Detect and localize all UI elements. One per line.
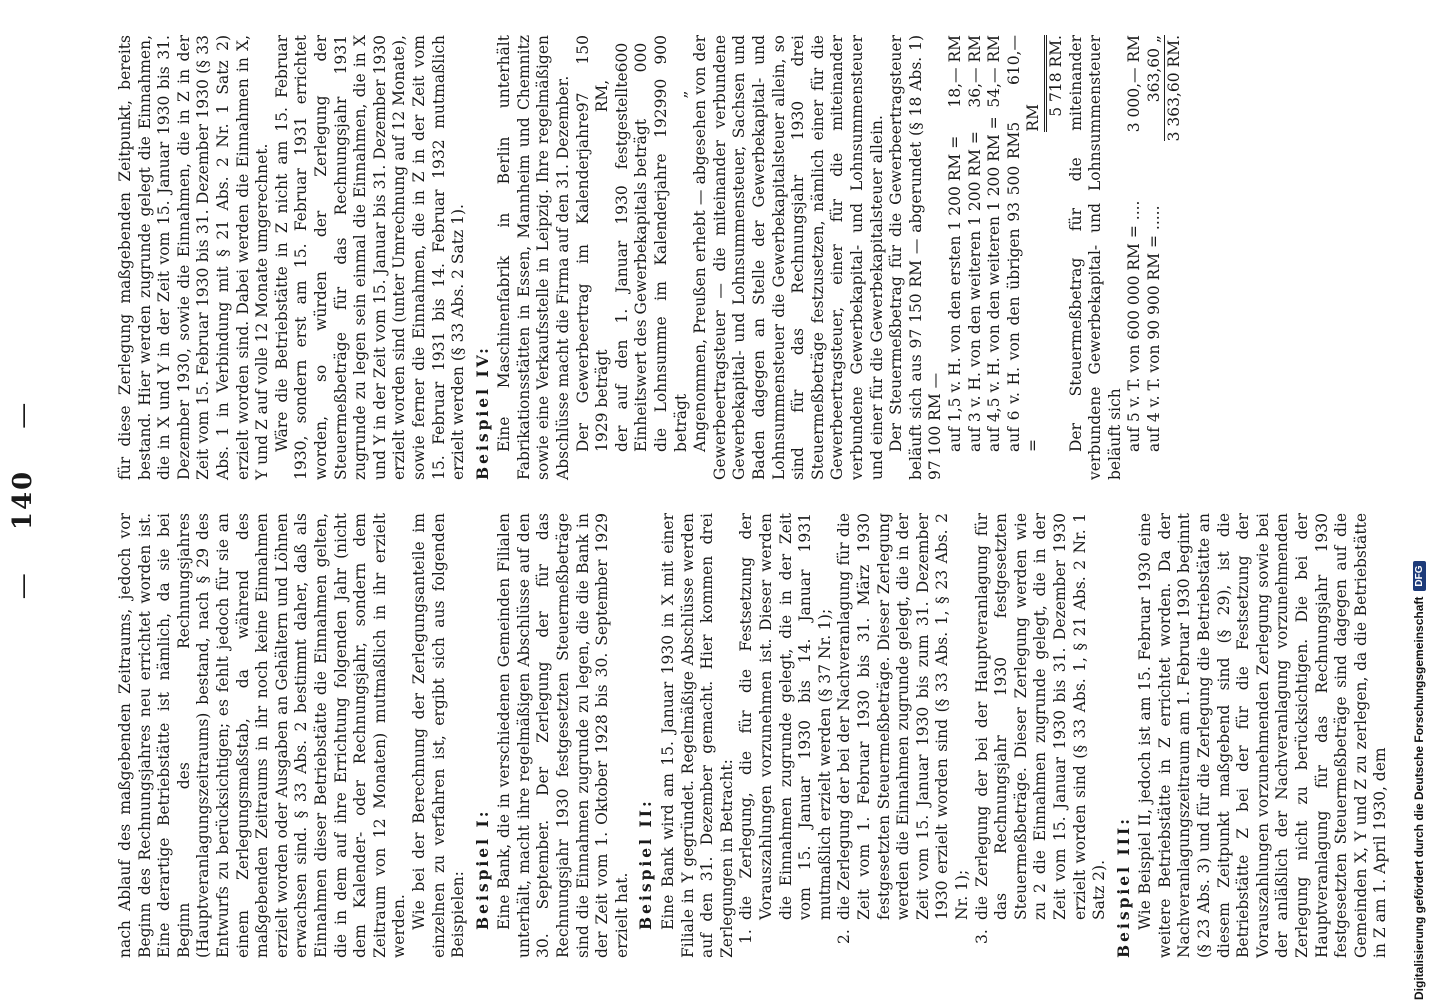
paragraph: Eine Bank, die in verschiedenen Gemeinden Filialen unterhält, macht ihre regelmäßigen Abschlüsse auf den 30. September. Der Zerlegung der für das Rechnungsjahr 1930 festgesetzten Steuermeßbeträge sind die Einnahmen zugrunde zu legen, die die Bank in der Zeit vom 1. Oktober 1928 bis 30. September 1929 erzielt hat. [495,513,631,958]
list-item [973,513,1110,958]
list-number: 2. [835,929,854,944]
paragraph: Eine Bank wird am 15. Januar 1930 in X mit einer Filiale in Y gegründet. Regelmäßige Abschlüsse werden auf den 31. Dezember gemacht. Hier kommen drei Zerlegungen in Betracht: [659,513,736,958]
value-label: der auf den 1. Januar 1930 festgestellte Einheitswert des Gewerbekapitals beträgt [612,72,651,452]
header-dash-right: — [8,400,38,429]
digitization-footer [1412,0,1426,1000]
paragraph: Wie bei der Berechnung der Zerlegungsanteile im einzelnen zu verfahren ist, ergibt sich aus folgenden Beispielen: [409,513,468,958]
example-heading: Beispiel I: [472,808,492,930]
calc-label: auf 6 v. H. von den übrigen 93 500 RM = [1004,131,1043,452]
left-column [116,513,1391,958]
value-label: die Lohnsumme im Kalenderjahre 1929 beträgt [652,98,690,452]
value-amount: 97 150 RM, [573,35,612,113]
example-heading: Beispiel IV: [472,345,492,480]
value-line [574,35,613,480]
calc-value: 18,— RM [945,35,964,108]
value-line [652,35,691,480]
value-amount: 600 000 [612,42,651,73]
calc-value: 54,— RM [985,35,1004,108]
calc-value: 36,— RM [965,35,984,108]
list-number: 3. [972,929,991,944]
right-column [116,35,1185,480]
calc-label: auf 5 v. T. von 600 000 RM = .... [1125,200,1144,452]
calc-value: 5 610,— RM [1005,35,1047,132]
page-header [8,0,38,1000]
calc-value: 3 000,— RM [1125,35,1144,133]
calc-value: 363,60 „ [1144,35,1163,103]
calc-label: auf 1,5 v. H. von den ersten 1 200 RM = [945,135,964,452]
calculation-row [1005,35,1047,452]
calculation-row [1125,35,1145,452]
list-text: die Zerlegung der bei der Hauptveranlagung für das Rechnungsjahr 1930 festgesetzten Steuermeßbeträge. Dieser Zerlegung werden wie zu 2 die Einnahmen zugrunde gelegt, die in der Zeit vom 15. Januar 1930 bis 31. Dezember 1930 erzielt worden sind (§ 33 Abs. 1, § 21 Abs. 2 Nr. 1 Satz 2). [972,513,1109,920]
example-heading: Beispiel III: [1113,816,1133,958]
numbered-list [737,513,1109,958]
dfg-logo: DFG [1413,561,1426,590]
calculation-total-row [1047,35,1067,452]
calculation-row [1145,35,1165,452]
list-number: 1. [737,929,756,944]
calculation-block [946,35,1067,480]
calculation-block [1125,35,1185,480]
page-number: 140 [8,469,38,531]
value-line [613,35,652,480]
paragraph: Der Steuermeßbetrag für die Gewerbeertragsteuer beläuft sich aus 97 150 RM — abgerundet (§ 18 Abs. 1) 97 100 RM — [887,35,945,480]
list-text: die Zerlegung, die für die Festsetzung der Vorauszahlungen vorzunehmen ist. Dieser werden die Einnahmen zugrunde gelegt, die in der Zeit vom 15. Januar 1930 bis 14. Januar 1931 mutmaßlich erzielt werden (§ 37 Nr. 1); [737,513,834,920]
calculation-row [985,35,1005,452]
calculation-total-row [1164,35,1185,452]
calc-label: auf 4 v. T. von 90 900 RM = ..... [1144,205,1163,452]
paragraph: nach Ablauf des maßgebenden Zeitraums, jedoch vor Beginn des Rechnungsjahres neu errichtet worden ist. Eine derartige Betriebstätte ist nämlich, da sie bei Beginn des Rechnungsjahres (Hauptveranlagungszeitraums) bestand, nach § 29 des Entwurfs zu berücksichtigen; es fehlt jedoch für sie an einem Zerlegungsmaßstab, da während des maßgebenden Zeitraums in ihr noch keine Einnahmen erzielt worden oder Ausgaben an Gehältern und Löhnen erwachsen sind. § 33 Abs. 2 bestimmt daher, daß als Einnahmen dieser Betriebstätte die Einnahmen gelten, die in dem auf ihre Errichtung folgenden Jahr (nicht dem Kalender- oder Rechnungsjahr, sondern dem Zeitraum von 12 Monaten) mutmaßlich in ihr erzielt werden. [116,513,409,958]
calculation-row [946,35,966,452]
paragraph: Der Steuermeßbetrag für die miteinander verbundene Gewerbekapital- und Lohnsummensteuer beläuft sich [1066,35,1124,480]
calc-total: 3 363,60 RM. [1165,35,1184,142]
value-label: Der Gewerbeertrag im Kalenderjahre 1929 beträgt [573,112,612,452]
paragraph: Eine Maschinenfabrik in Berlin unterhält Fabrikationsstätten in Essen, Mannheim und Chemnitz sowie eine Verkaufsstelle in Leipzig. Ihre regelmäßigen Abschlüsse macht die Firma auf den 31. Dezember. [495,35,573,480]
calc-label: auf 4,5 v. H. von den weiteren 1 200 RM = [985,116,1004,452]
list-item [737,513,835,958]
list-text: die Zerlegung der bei der Nachveranlagung für die Zeit vom 1. Februar 1930 bis 31. März 1930 festgesetzten Steuermeßbeträge. Dieser Zerlegung werden die Einnahmen zugrunde gelegt, die in der Zeit vom 15. Januar 1930 bis zum 31. Dezember 1930 erzielt worden sind (§ 33 Abs. 1, § 23 Abs. 2 Nr. 1); [835,513,971,920]
example-heading: Beispiel II: [636,798,656,930]
footer-text: Digitalisierung gefördert durch die Deutsche Forschungsgemeinschaft [1412,596,1426,1000]
calc-total: 5 718 RM. [1046,35,1065,117]
calc-label: auf 3 v. H. von den weiteren 1 200 RM = [965,131,984,452]
calculation-row [966,35,986,452]
value-amount: 90 900 „ [652,35,690,99]
paragraph: Wie Beispiel II, jedoch ist am 15. Februar 1930 eine weitere Betriebstätte in Z errichtet worden. Da der Nachveranlagungszeitraum am 1. Februar 1930 beginnt (§ 23 Abs. 3) und für die Zerlegung die Betriebstätte an diesem Zeitpunkt maßgebend sind (§ 29), ist die Betriebstätte Z bei der für die Festsetzung der Vorauszahlungen vorzunehmenden Zerlegung sowie bei der anläßlich der Nachveranlagung vorzunehmenden Zerlegung nicht zu berücksichtigen. Die bei der Hauptveranlagung für das Rechnungsjahr 1930 festgesetzten Steuermeßbeträge sind dagegen auf die Gemeinden X, Y und Z zu zerlegen, da die Betriebstätte in Z am 1. April 1930, dem [1136,513,1390,958]
header-dash-left: — [8,571,38,600]
paragraph: für diese Zerlegung maßgebenden Zeitpunkt, bereits bestand. Hier werden zugrunde gelegt die Einnahmen, die in X und Y in der Zeit vom 15. Januar 1930 bis 31. Dezember 1930, sowie die Einnahmen, die in Z in der Zeit vom 15. Februar 1930 bis 31. Dezember 1930 (§ 33 Abs. 1 in Verbindung mit § 21 Abs. 2 Nr. 1 Satz 2) erzielt worden sind. Dabei werden die Einnahmen in X, Y und Z auf volle 12 Monate umgerechnet. [116,35,272,480]
paragraph: Angenommen, Preußen erhebt — abgesehen von der Gewerbeertragsteuer — die miteinander verbundene Gewerbekapital- und Lohnsummensteuer, Sachsen und Baden dagegen an Stelle der Gewerbekapital- und Lohnsummensteuer die Gewerbekapitalsteuer allein, so sind für das Rechnungsjahr 1930 drei Steuermeßbeträge festzusetzen, nämlich einer für die Gewerbeertragsteuer, einer für die miteinander verbundene Gewerbekapital- und Lohnsummensteuer und einer für die Gewerbekapitalsteuer allein. [691,35,886,480]
paragraph: Wäre die Betriebstätte in Z nicht am 15. Februar 1930, sondern erst am 15. Februar 1931 errichtet worden, so würden der Zerlegung der Steuermeßbeträge für das Rechnungsjahr 1931 zugrunde zu legen sein einmal die Einnahmen, die in X und Y in der Zeit vom 15. Januar bis 31. Dezember 1930 erzielt worden sind (unter Umrechnung auf 12 Monate), sowie ferner die Einnahmen, die in Z in der Zeit vom 15. Februar 1931 bis 14. Februar 1932 mutmaßlich erzielt werden (§ 33 Abs. 2 Satz 1). [272,35,468,480]
list-item [835,513,972,958]
